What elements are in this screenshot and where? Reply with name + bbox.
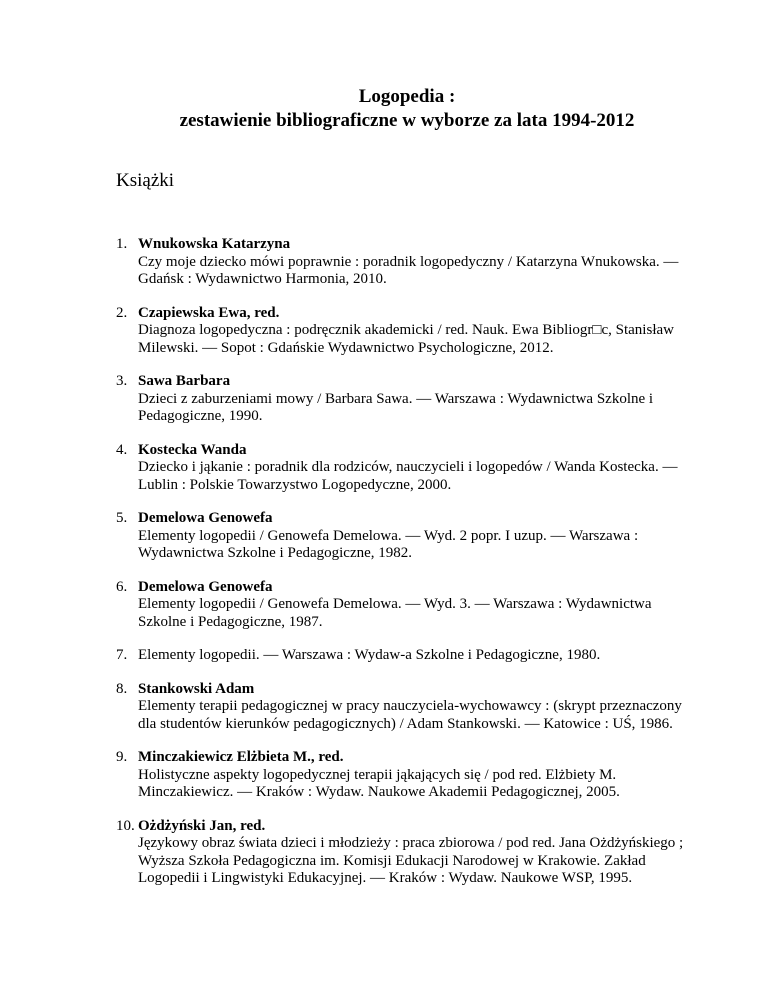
entry-number: 6. <box>116 578 128 595</box>
entry-description: Dzieci z zaburzeniami mowy / Barbara Sawa. — Warszawa : Wydawnictwa Szkolne i Pedagogiczne, 1990. <box>138 390 654 424</box>
entry-number: 7. <box>116 647 128 663</box>
section-heading: Książki <box>116 170 175 191</box>
entry-author: Wnukowska Katarzyna <box>138 236 291 252</box>
entry-author: Ożdżyński Jan, red. <box>138 817 266 834</box>
entry-author: Sawa Barbara <box>138 373 231 389</box>
entry-description: Elementy logopedii / Genowefa Demelowa. — Wyd. 2 popr. I uzup. — Warszawa : Wydawnictwa Szkolne i Pedagogiczne, 1982. <box>138 527 639 561</box>
list-item <box>116 305 698 358</box>
entry-author: Stankowski Adam <box>138 680 255 697</box>
entry-description: Językowy obraz świata dzieci i młodzieży : praca zbiorowa / pod red. Jana Ożdżyńskiego ; Wyższa Szkoła Pedagogiczna im. Komisji Edukacji Narodowej w Krakowie. Zakład Logopedii i Lingwistyki Edukacyjnej. — Kraków : Wydaw. Naukowe WSP, 1995. <box>138 835 684 886</box>
entry-number: 1. <box>116 236 128 252</box>
list-item <box>116 442 698 495</box>
title-line-1: Logopedia : <box>358 86 456 107</box>
entry-author: Demelowa Genowefa <box>138 578 273 595</box>
entry-number: 5. <box>116 510 128 526</box>
entry-description: Elementy logopedii. — Warszawa : Wydaw-a Szkolne i Pedagogiczne, 1980. <box>138 647 601 663</box>
entry-description: Elementy terapii pedagogicznej w pracy nauczyciela-wychowawcy : (skrypt przeznaczony dla studentów kierunków pedagogicznych) / Adam Stankowski. — Katowice : UŚ, 1986. <box>138 698 682 732</box>
entry-number: 3. <box>116 373 128 389</box>
list-item <box>116 373 698 426</box>
entry-author: Kostecka Wanda <box>138 441 247 458</box>
entry-description: Holistyczne aspekty logopedycznej terapii jąkających się / pod red. Elżbiety M. Minczakiewicz. — Kraków : Wydaw. Naukowe Akademii Pedagogicznej, 2005. <box>138 766 620 800</box>
entry-number: 9. <box>116 749 128 765</box>
list-item <box>116 818 698 888</box>
entry-description: Czy moje dziecko mówi poprawnie : poradnik logopedyczny / Katarzyna Wnukowska. — Gdańsk : Wydawnictwo Harmonia, 2010. <box>138 253 679 287</box>
list-item <box>116 579 698 632</box>
document-title <box>0 0 768 133</box>
list-item <box>116 647 698 665</box>
list-item <box>116 749 698 802</box>
entry-number: 8. <box>116 680 128 697</box>
title-line-2: zestawienie bibliograficzne w wyborze za lata 1994-2012 <box>179 110 635 131</box>
entry-author: Czapiewska Ewa, red. <box>138 304 280 321</box>
entry-author: Demelowa Genowefa <box>138 510 273 526</box>
entry-description: Diagnoza logopedyczna : podręcznik akademicki / red. Nauk. Ewa Bibliogr□c, Stanisław Milewski. — Sopot : Gdańskie Wydawnictwo Psychologiczne, 2012. <box>138 322 674 356</box>
list-item <box>116 236 698 289</box>
entry-description: Elementy logopedii / Genowefa Demelowa. — Wyd. 3. — Warszawa : Wydawnictwa Szkolne i Pedagogiczne, 1987. <box>138 596 652 630</box>
entry-number: 2. <box>116 304 128 321</box>
list-item <box>116 681 698 734</box>
entry-author: Minczakiewicz Elżbieta M., red. <box>138 749 344 765</box>
entry-number: 4. <box>116 441 128 458</box>
list-item <box>116 510 698 563</box>
entry-description: Dziecko i jąkanie : poradnik dla rodziców, nauczycieli i logopedów / Wanda Kostecka. — Lublin : Polskie Towarzystwo Logopedyczne, 2000. <box>138 459 678 493</box>
bibliography-list <box>116 236 698 888</box>
entry-number: 10. <box>116 817 135 834</box>
